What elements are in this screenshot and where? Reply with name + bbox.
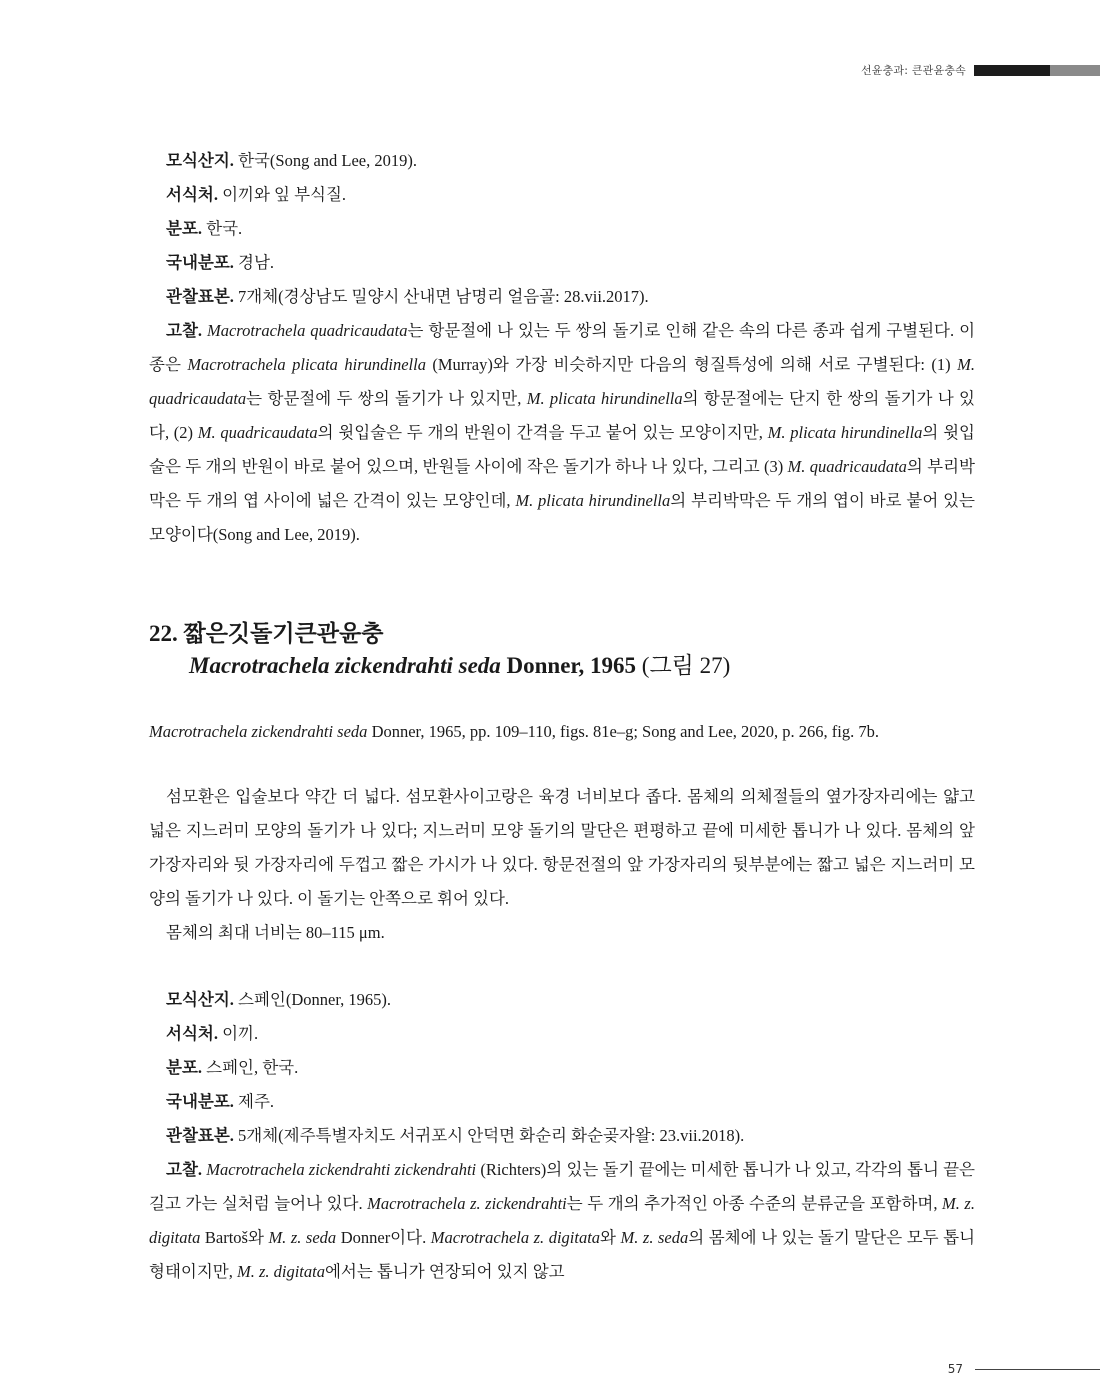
reference-text: Donner, 1965, pp. 109–110, figs. 81e–g; Song and Lee, 2020, p. 266, fig. 7b.: [367, 722, 879, 741]
description-paragraph: 섬모환은 입술보다 약간 더 넓다. 섬모환사이고랑은 육경 너비보다 좁다. 몸체의 의체절들의 옆가장자리에는 얇고 넓은 지느러미 모양의 돌기가 나 있다; 지느러미 모양 돌기의 말단은 편평하고 끝에 미세한 톱니가 나 있다. 몸체의 앞 가장자리와 뒷 가장자리에 두껍고 짧은 가시가 나 있다. 항문전절의 앞 가장자리의 뒷부분에는 짧고 넓은 지느러미 모양의 돌기가 나 있다. 이 돌기는 안쪽으로 휘어 있다.: [149, 787, 975, 908]
type-locality-text: 스페인(Donner, 1965).: [233, 990, 392, 1009]
species-heading: [149, 618, 975, 682]
page-number: 57: [947, 1362, 963, 1376]
description-width: 몸체의 최대 너비는 80–115 μm.: [166, 923, 385, 942]
remarks-t8: 의 항문절에는 단지 한 쌍의 돌기가 나 있다, (2): [149, 389, 975, 442]
distribution-text: 한국.: [202, 219, 243, 238]
korean-distribution: [149, 1085, 975, 1119]
distribution: [149, 212, 975, 246]
korean-distribution-text: 경남.: [233, 253, 275, 272]
remarks-t13: M. quadricaudata: [787, 457, 907, 476]
korean-distribution-label: 국내분포.: [166, 253, 234, 272]
remarks-t1: Macrotrachela zickendrahti zickendrahti: [206, 1160, 477, 1179]
type-locality-text: 한국(Song and Lee, 2019).: [233, 151, 417, 170]
remarks-t1: Macrotrachela quadricaudata: [206, 321, 408, 340]
remarks-t6: 는 항문절에 두 쌍의 돌기가 나 있지만,: [246, 389, 527, 408]
remarks-t4: 는 두 개의 추가적인 아종 수준의 분류군을 포함하며,: [566, 1194, 943, 1213]
remarks-t5: M. z. digitata: [149, 1194, 975, 1247]
remarks-t14: 의 부리박막은 두 개의 엽 사이에 넓은 간격이 있는 모양인데,: [149, 457, 975, 510]
page-footer: [948, 1362, 1100, 1376]
heading-line-1: [149, 618, 975, 650]
remarks-t16: 의 부리박막은 두 개의 엽이 바로 붙어 있는 모양이다(Song and Lee, 2019).: [149, 491, 976, 544]
species-number: 22.: [149, 621, 178, 646]
remarks-t3: Macrotrachela z. zickendrahti: [367, 1194, 567, 1213]
remarks-label: 고찰.: [166, 1160, 203, 1179]
habitat-text: 이끼.: [217, 1024, 259, 1043]
habitat-label: 서식처.: [166, 1024, 218, 1043]
remarks: [149, 1153, 975, 1289]
remarks-t7: M. plicata hirundinella: [526, 389, 683, 408]
remarks-t12: 의 몸체에 나 있는 돌기 말단은 모두 톱니 형태이지만,: [149, 1228, 976, 1281]
distribution-text: 스페인, 한국.: [202, 1058, 299, 1077]
specimens-label: 관찰표본.: [166, 1126, 234, 1145]
distribution-label: 분포.: [166, 1058, 203, 1077]
header-bar-dark: [974, 65, 1050, 76]
footer-rule: [975, 1369, 1100, 1370]
heading-line-2: [149, 650, 975, 682]
remarks-t4: (Murray)와 가장 비슷하지만 다음의 형질특성에 의해 서로 구별된다: (1): [425, 355, 958, 374]
remarks-t12: 의 윗입술은 두 개의 반원이 바로 붙어 있으며, 반원들 사이에 작은 돌기가 하나 나 있다, 그리고 (3): [149, 423, 975, 476]
reference-name: Macrotrachela zickendrahti seda: [149, 722, 368, 741]
header-bar-gray: [1050, 65, 1100, 76]
species-korean-name: 짧은깃돌기큰관윤충: [183, 621, 384, 646]
specimens: [149, 1119, 975, 1153]
remarks-t10: 의 윗입술은 두 개의 반원이 간격을 두고 붙어 있는 모양이지만,: [317, 423, 768, 442]
remarks-t15: M. plicata hirundinella: [515, 491, 671, 510]
remarks-t13: M. z. digitata: [236, 1262, 325, 1281]
specimens-text: 7개체(경상남도 밀양시 산내면 남명리 얼음골: 28.vii.2017).: [233, 287, 649, 306]
remarks-t2: 는 항문절에 나 있는 두 쌍의 돌기로 인해 같은 속의 다른 종과 쉽게 구별된다. 이 종은: [149, 321, 976, 374]
specimens-label: 관찰표본.: [166, 287, 234, 306]
species-21-details: [149, 144, 975, 552]
remarks-t11: M. z. seda: [620, 1228, 689, 1247]
remarks-t11: M. plicata hirundinella: [767, 423, 923, 442]
korean-distribution-text: 제주.: [233, 1092, 275, 1111]
running-header: [861, 62, 1100, 78]
running-title: 선윤충과: 큰관윤충속: [860, 64, 966, 77]
specimens: [149, 280, 975, 314]
remarks-t2: (Richters)의 있는 돌기 끝에는 미세한 톱니가 나 있고, 각각의 톱니 끝은 길고 가는 실처럼 늘어나 있다.: [149, 1160, 975, 1213]
remarks-label: 고찰.: [166, 321, 203, 340]
literature-reference: [149, 715, 975, 749]
species-22-details: [149, 983, 975, 1289]
distribution-label: 분포.: [166, 219, 203, 238]
remarks-t6: Bartoš와: [200, 1228, 269, 1247]
type-locality-label: 모식산지.: [166, 990, 234, 1009]
korean-distribution: [149, 246, 975, 280]
species-description: [149, 780, 975, 950]
remarks-t9: Macrotrachela z. digitata: [430, 1228, 601, 1247]
remarks-t3: Macrotrachela plicata hirundinella: [187, 355, 426, 374]
korean-distribution-label: 국내분포.: [166, 1092, 234, 1111]
habitat-text: 이끼와 잎 부식질.: [217, 185, 347, 204]
reference-line: [149, 715, 975, 749]
remarks-t5: M. quadricaudata: [149, 355, 975, 408]
species-author: Donner, 1965: [506, 653, 637, 678]
remarks-t7: M. z. seda: [268, 1228, 337, 1247]
species-scientific-name: Macrotrachela zickendrahti seda: [189, 653, 501, 678]
specimens-text: 5개체(제주특별자치도 서귀포시 안덕면 화순리 화순곶자왈: 23.vii.2018).: [233, 1126, 745, 1145]
habitat-label: 서식처.: [166, 185, 218, 204]
figure-reference: (그림 27): [641, 653, 731, 678]
remarks: [149, 314, 975, 552]
type-locality: [149, 144, 975, 178]
remarks-t10: 와: [600, 1228, 621, 1247]
remarks-t8: Donner이다.: [336, 1228, 431, 1247]
type-locality-label: 모식산지.: [166, 151, 234, 170]
habitat: [149, 178, 975, 212]
remarks-t14: 에서는 톱니가 연장되어 있지 않고: [324, 1262, 565, 1281]
distribution: [149, 1051, 975, 1085]
habitat: [149, 1017, 975, 1051]
type-locality: [149, 983, 975, 1017]
remarks-t9: M. quadricaudata: [197, 423, 318, 442]
